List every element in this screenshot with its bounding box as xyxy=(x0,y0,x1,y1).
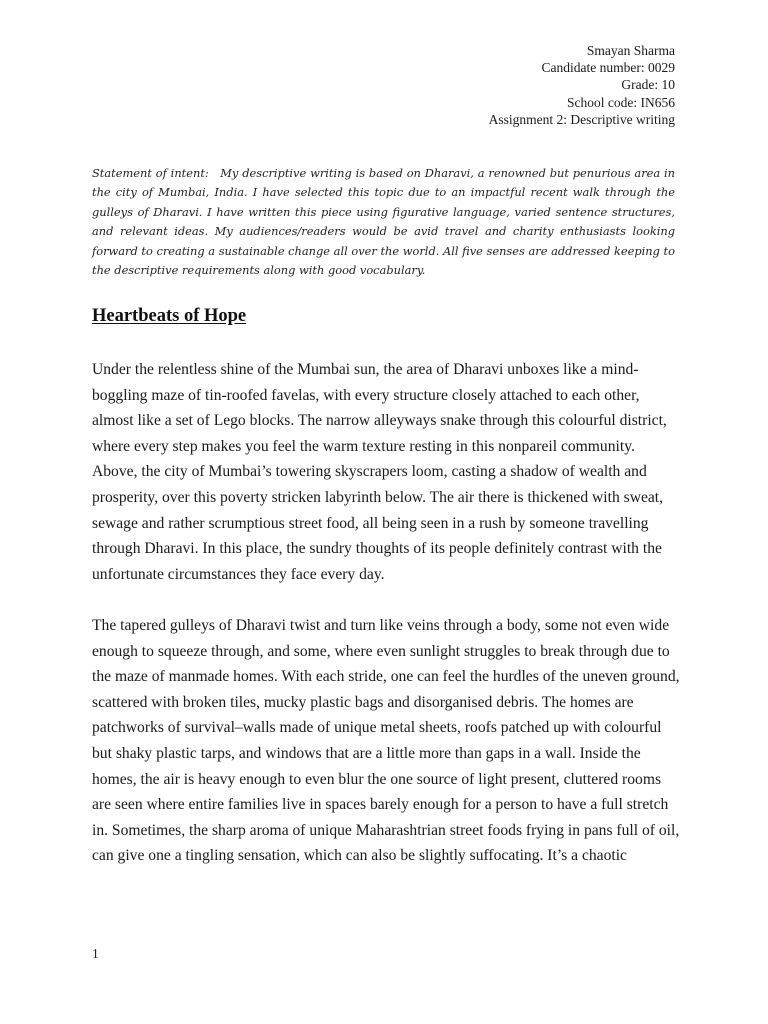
essay-body xyxy=(92,357,682,894)
statement-of-intent xyxy=(92,164,675,280)
candidate-number: Candidate number: 0029 xyxy=(541,60,675,76)
school-code: School code: IN656 xyxy=(567,94,675,110)
grade: Grade: 10 xyxy=(621,77,675,93)
assignment-title: Assignment 2: Descriptive writing xyxy=(488,111,675,127)
page-number: 1 xyxy=(92,946,99,961)
statement-of-intent-text: My descriptive writing is based on Dharavi, a renowned but penurious area in the city of Mumbai, India. I have selected this topic due to an impactful recent walk through the gulleys of Dharavi. I have written this piece using figurative language, varied sentence structures, and relevant ideas. My audiences/readers would be avid travel and charity enthusiasts looking forward to creating a sustainable change all over the world. All five senses are addressed keeping to the descriptive requirements along with good vocabulary. xyxy=(92,166,676,278)
essay-title: Heartbeats of Hope xyxy=(92,306,247,326)
essay-paragraph: Under the relentless shine of the Mumbai sun, the area of Dharavi unboxes like a mind-boggling maze of tin-roofed favelas, with every structure closely attached to each other, almost like a set of Lego blocks. The narrow alleyways snake through this colourful district, where every step makes you feel the warm texture resting in this nonpareil community. Above, the city of Mumbai’s towering skyscrapers loom, casting a shadow of wealth and prosperity, over this poverty stricken labyrinth below. The air there is thickened with sweat, sewage and rather scrumptious street food, all being seen in a rush by someone travelling through Dharavi. In this place, the sundry thoughts of its people definitely contrast with the unfortunate circumstances they face every day. xyxy=(92,361,667,583)
author-info-block xyxy=(489,42,675,128)
author-name: Smayan Sharma xyxy=(586,43,675,58)
essay-paragraph: The tapered gulleys of Dharavi twist and turn like veins through a body, some not even wide enough to squeeze through, and some, where even sunlight struggles to break through due to the maze of manmade homes. With each stride, one can feel the hurdles of the uneven ground, scattered with broken tiles, mucky plastic bags and disorganised debris. The homes are patchworks of survival–walls made of unique metal sheets, roofs patched up with colourful but shaky plastic tarps, and windows that are a little more than gaps in a wall. Inside the homes, the air is heavy enough to even blur the one source of light present, cluttered rooms are seen where entire families live in spaces barely enough for a person to have a full stretch in. Sometimes, the sharp aroma of unique Maharashtrian street foods frying in pans full of oil, can give one a tingling sensation, which can also be slightly suffocating. It’s a chaotic xyxy=(92,616,680,865)
statement-of-intent-label: Statement of intent: xyxy=(92,166,209,180)
